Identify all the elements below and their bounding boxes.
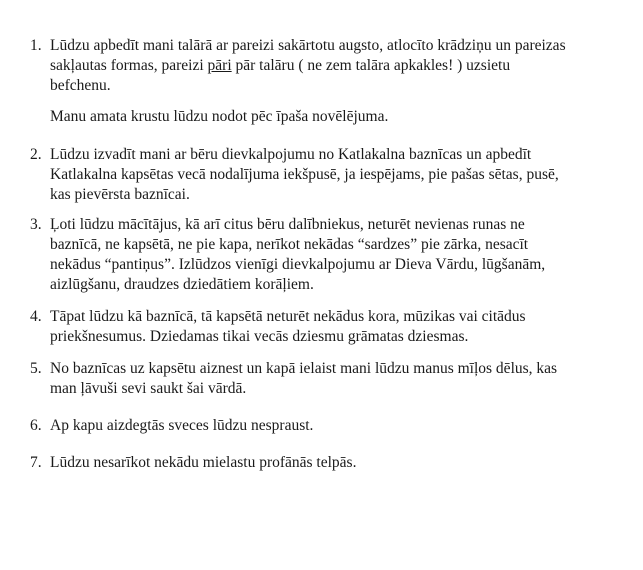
item-line: Ap kapu aizdegtās sveces lūdzu nespraust. bbox=[50, 417, 314, 434]
item-number: 2. bbox=[30, 146, 42, 163]
item-line bbox=[50, 56, 566, 76]
item-line: kas pievērsta baznīcai. bbox=[50, 186, 190, 203]
item-number: 1. bbox=[30, 37, 42, 54]
item-line-part: sakļautas formas, pareizi bbox=[50, 57, 208, 74]
item-line: Tāpat lūdzu kā baznīcā, tā kapsētā neturēt nekādus kora, mūzikas vai citādus bbox=[50, 308, 526, 325]
item-text bbox=[50, 36, 566, 96]
item-text bbox=[50, 145, 559, 205]
item-line: baznīcā, ne kapsētā, ne pie kapa, nerīkot nekādas “sardzes” pie zārka, nesacīt bbox=[50, 236, 529, 253]
item-line-part: pār talāru ( ne zem talāra apkakles! ) uzsietu bbox=[231, 57, 511, 74]
item-line: Ļoti lūdzu mācītājus, kā arī citus bēru dalībniekus, neturēt nevienas runas ne bbox=[50, 216, 525, 233]
item-text bbox=[50, 416, 313, 436]
item-text bbox=[50, 307, 526, 347]
item-line: aizlūgšanu, draudzes dziedātiem korāļiem. bbox=[50, 276, 314, 293]
extra-paragraph: Manu amata krustu lūdzu nodot pēc īpaša novēlējuma. bbox=[50, 108, 389, 125]
item-line: Lūdzu apbedīt mani talārā ar pareizi sakārtotu augsto, atlocīto krādziņu un pareizas bbox=[50, 37, 566, 54]
item-text bbox=[50, 359, 557, 399]
item-text bbox=[50, 453, 356, 473]
item-line: befchenu. bbox=[50, 77, 111, 94]
item-line: Katlakalna kapsētas vecā nodalījuma iekšpusē, ja iespējams, pie pašas sētas, pusē, bbox=[50, 166, 559, 183]
item-number: 7. bbox=[30, 454, 42, 471]
item-text bbox=[50, 215, 545, 295]
item-line: No baznīcas uz kapsētu aiznest un kapā ielaist mani lūdzu manus mīļos dēlus, kas bbox=[50, 360, 558, 377]
item-line: man ļāvuši sevi saukt šai vārdā. bbox=[50, 380, 247, 397]
item-number: 6. bbox=[30, 417, 42, 434]
item-line: Lūdzu nesarīkot nekādu mielastu profānās telpās. bbox=[50, 454, 357, 471]
underlined-word: pāri bbox=[207, 57, 232, 74]
item-line: nekādus “pantiņus”. Izlūdzos vienīgi dievkalpojumu ar Dieva Vārdu, lūgšanām, bbox=[50, 256, 546, 273]
item-number: 3. bbox=[30, 216, 42, 233]
item-number: 4. bbox=[30, 308, 42, 325]
item-line: Lūdzu izvadīt mani ar bēru dievkalpojumu no Katlakalna baznīcas un apbedīt bbox=[50, 146, 532, 163]
item-number: 5. bbox=[30, 360, 42, 377]
item-line: priekšnesumus. Dziedamas tikai vecās dziesmu grāmatas dziesmas. bbox=[50, 328, 469, 345]
